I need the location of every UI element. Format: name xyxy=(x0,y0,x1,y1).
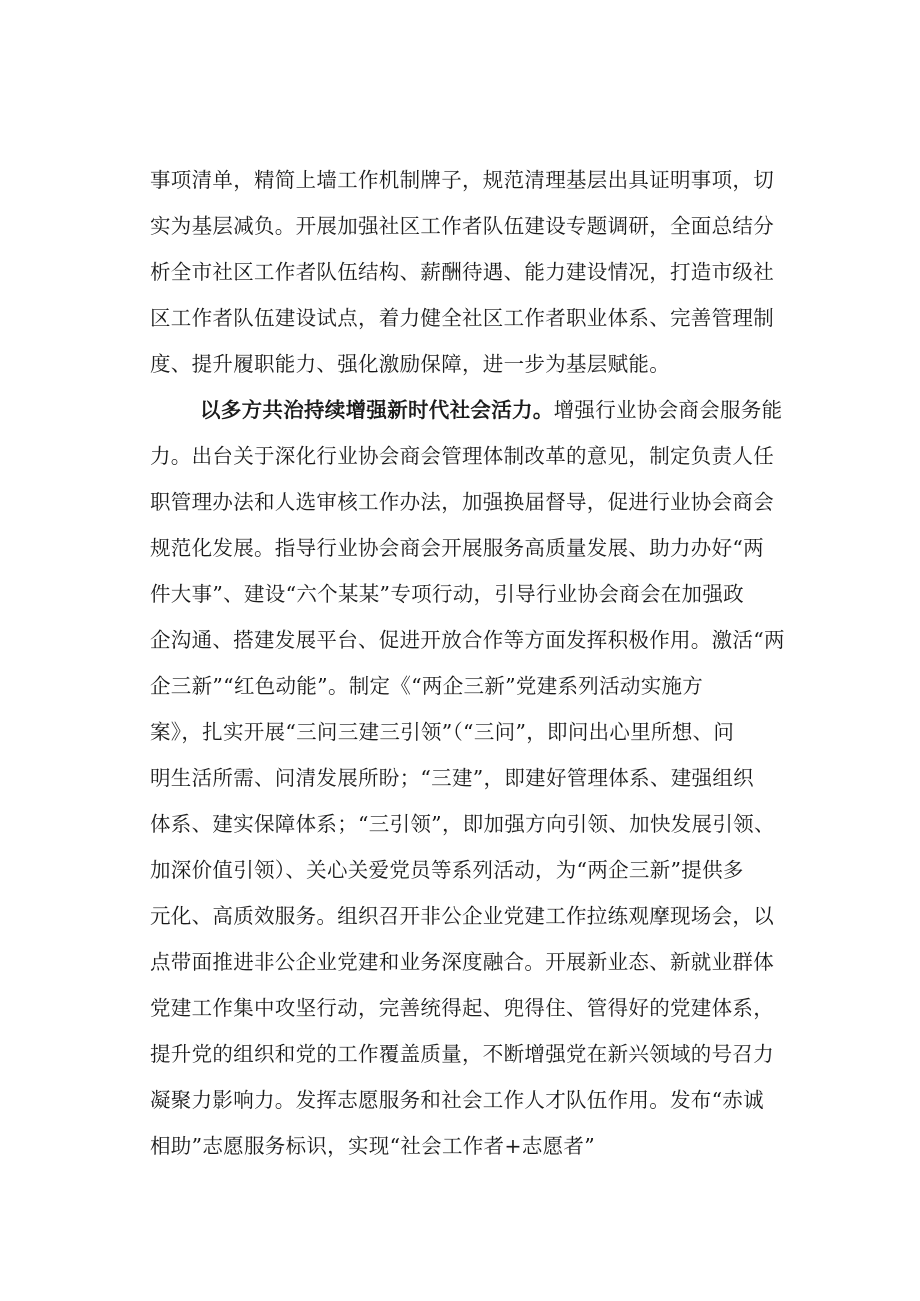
paragraph-2-line-12: 元化、高质效服务。组织召开非公企业党建工作拉练观摩现场会，以 xyxy=(150,904,774,928)
paragraph-1-line-4: 区工作者队伍建设试点，着力健全社区工作者职业体系、完善管理制 xyxy=(150,306,774,330)
paragraph-1-line-5: 度、提升履职能力、强化激励保障，进一步为基层赋能。 xyxy=(150,352,670,376)
paragraph-2-line-11: 加深价值引领）、关心关爱党员等系列活动，为“两企三新”提供多 xyxy=(150,858,744,882)
paragraph-2-first-line xyxy=(200,390,782,430)
paragraph-2-line-15: 提升党的组织和党的工作覆盖质量，不断增强党在新兴领域的号召力 xyxy=(150,1042,774,1066)
paragraph-2-first-line-text: 增强行业协会商会服务能 xyxy=(553,398,783,422)
section-heading: 以多方共治持续增强新时代社会活力。 xyxy=(200,398,554,422)
paragraph-2-line-7: 企三新”“红色动能”。制定《“两企三新”党建系列活动实施方 xyxy=(150,674,704,698)
paragraph-2-line-13: 点带面推进非公企业党建和业务深度融合。开展新业态、新就业群体 xyxy=(150,950,774,974)
paragraph-2-line-2: 力。出台关于深化行业协会商会管理体制改革的意见，制定负责人任 xyxy=(150,444,774,468)
paragraph-2-line-16: 凝聚力影响力。发挥志愿服务和社会工作人才队伍作用。发布“赤诚 xyxy=(150,1088,764,1112)
paragraph-1-line-1: 事项清单，精简上墙工作机制牌子，规范清理基层出具证明事项，切 xyxy=(150,168,774,192)
paragraph-2-line-17: 相助”志愿服务标识，实现“社会工作者+志愿者” xyxy=(150,1134,596,1158)
paragraph-2-line-10: 体系、建实保障体系；“三引领”，即加强方向引领、加快发展引领、 xyxy=(150,812,775,836)
paragraph-2-line-3: 职管理办法和人选审核工作办法，加强换届督导，促进行业协会商会 xyxy=(150,490,774,514)
paragraph-2-line-9: 明生活所需、问清发展所盼；“三建”，即建好管理体系、建强组织 xyxy=(150,766,754,790)
paragraph-1-line-3: 析全市社区工作者队伍结构、薪酬待遇、能力建设情况，打造市级社 xyxy=(150,260,774,284)
paragraph-2-line-6: 企沟通、搭建发展平台、促进开放合作等方面发挥积极作用。激活“两 xyxy=(150,628,785,652)
paragraph-2-line-4: 规范化发展。指导行业协会商会开展服务高质量发展、助力办好“两 xyxy=(150,536,764,560)
paragraph-1-line-2: 实为基层减负。开展加强社区工作者队伍建设专题调研，全面总结分 xyxy=(150,214,774,238)
paragraph-2-line-14: 党建工作集中攻坚行动，完善统得起、兜得住、管得好的党建体系， xyxy=(150,996,774,1020)
paragraph-2-line-8: 案》，扎实开展“三问三建三引领”（“三问”，即问出心里所想、问 xyxy=(150,720,735,744)
paragraph-2-line-5: 件大事”、建设“六个某某”专项行动，引导行业协会商会在加强政 xyxy=(150,582,744,606)
